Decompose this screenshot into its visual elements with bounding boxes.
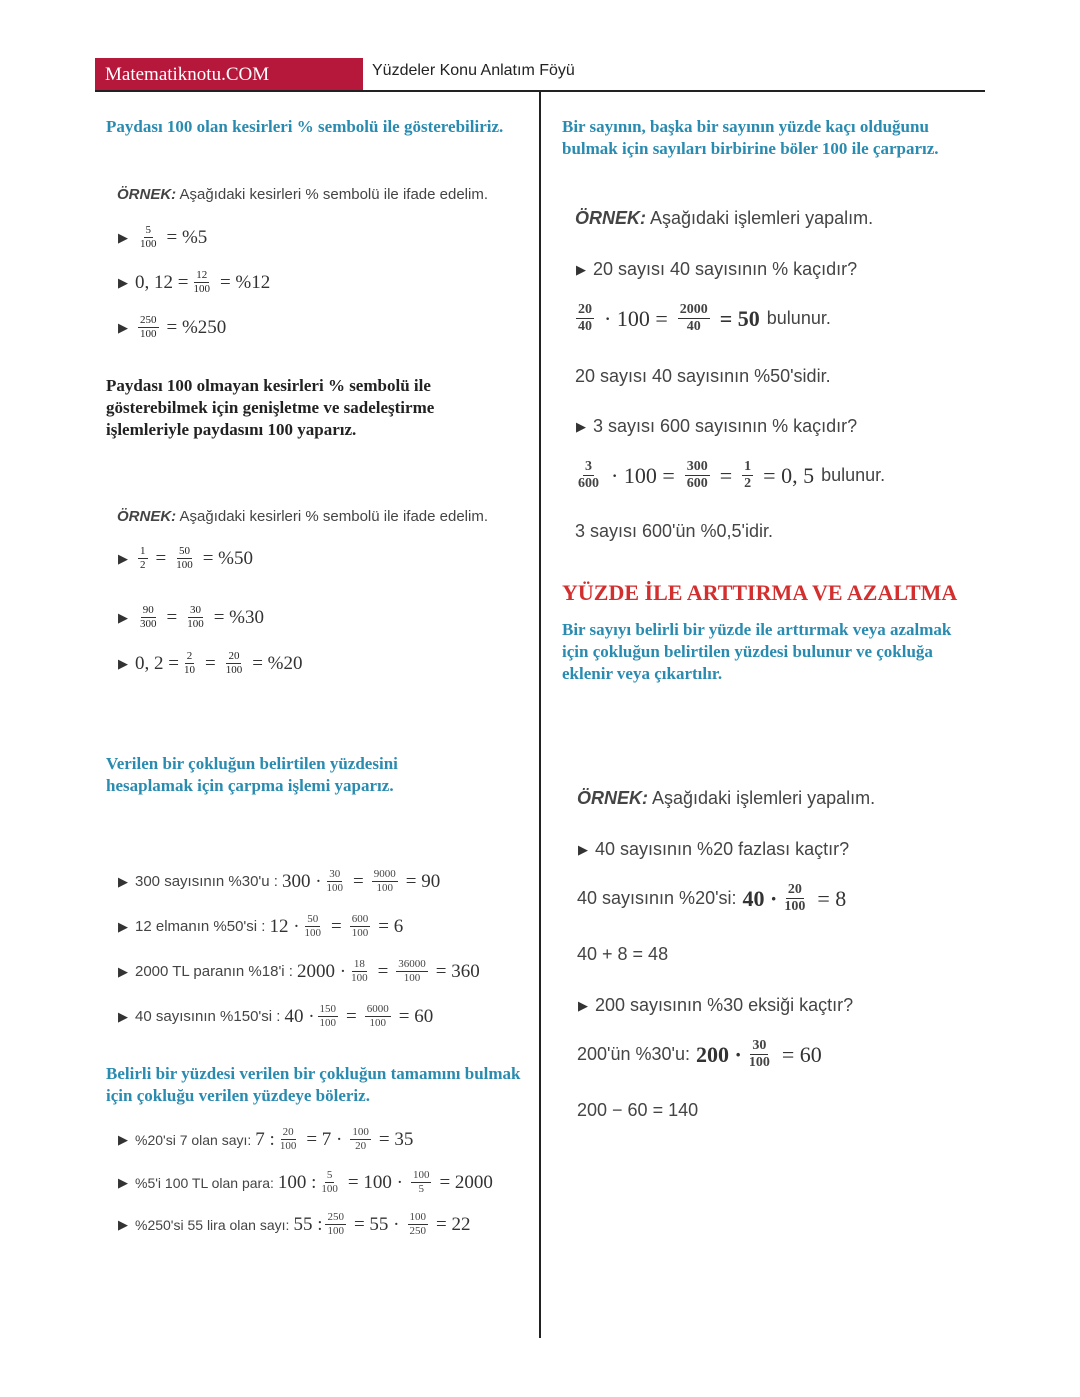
example-intro [575,208,873,229]
question: ▶ 3 sayısı 600 sayısının % kaçıdır? [576,416,858,436]
label: 300 sayısının %30'u : [135,873,278,890]
label: 12 elmanın %50'si : [135,918,266,935]
equals: = [204,652,216,674]
result: = %12 [219,271,271,293]
bullet-icon: ▶ [118,1008,128,1024]
equals: = [353,870,364,892]
ornek-label: ÖRNEK: [117,186,177,203]
question: ▶ 40 sayısının %20 fazlası kaçtır? [578,839,850,859]
expression: 0, 2 = [135,652,179,674]
result: = %250 [166,316,227,338]
example-line [118,605,269,630]
bullet-icon: ▶ [118,1216,128,1232]
example-line [118,651,307,676]
heading-percent-ratio: Bir sayının, başka bir sayının yüzde kaçı olduğunu bulmak için sayıları birbirine böler 100 ile çarparız. [562,117,939,158]
result: = 360 [435,960,480,982]
bullet-icon: ▶ [118,1174,128,1190]
fraction: $\frac{30}{100}$ [326,868,344,894]
example-line [118,959,485,984]
expression: = 100 · [347,1171,403,1193]
result: = 60 [398,1005,434,1027]
expression: · 100 = [611,462,675,488]
ornek-label: ÖRNEK: [117,508,177,525]
bullet-icon: ▶ [578,997,588,1013]
result: = %50 [202,547,254,569]
result: = %20 [252,652,303,674]
fraction: $\frac{100}{5}$ [412,1169,430,1195]
example-intro [117,186,488,203]
result: = 90 [405,870,441,892]
calculation-line [576,460,885,491]
fraction: $\frac{18}{100}$ [351,958,368,984]
tail-text: bulunur. [766,308,831,328]
bullet-icon: ▶ [118,550,128,566]
fraction: $\frac{3}{600}$ [578,459,599,491]
sum-text: 40 + 8 = 48 [577,944,669,964]
ornek-text: Aşağıdaki işlemleri yapalım. [652,788,876,808]
expression: 2000 · [296,960,347,982]
example-line [118,315,231,340]
label: 2000 TL paranın %18'i : [135,963,293,980]
bullet-icon: ▶ [118,229,128,245]
label: 40 sayısının %20'si: [577,888,737,908]
fraction: $\frac{36000}{100}$ [398,958,426,984]
ornek-text: Aşağıdaki kesirleri % sembolü ile ifade edelim. [179,508,488,525]
ornek-text: Aşağıdaki kesirleri % sembolü ile ifade edelim. [179,186,488,203]
fraction: $\frac{1}{2}$ [744,459,752,491]
expression: · 100 = [604,305,668,331]
expression: 0, 12 = [135,271,189,293]
example-line [118,270,275,295]
example-line [118,546,258,571]
answer-text: 20 sayısı 40 sayısının %50'sidir. [575,366,831,386]
example-line [118,225,212,250]
fraction: $\frac{20}{100}$ [784,882,806,914]
fraction: $\frac{1}{2}$ [140,545,146,571]
bullet-icon: ▶ [118,918,128,934]
brand-label: Matematiknotu.COM [95,58,363,91]
ornek-label: ÖRNEK: [577,788,648,808]
expression: 12 · [269,915,300,937]
bullet-icon: ▶ [118,873,128,889]
fraction: $\frac{600}{100}$ [351,913,369,939]
result: = %5 [166,226,208,248]
example-line [118,869,445,894]
bullet-icon: ▶ [118,655,128,671]
fraction: $\frac{30}{100}$ [187,604,204,630]
result: = 8 [817,885,847,911]
equals: = [346,1005,357,1027]
column-divider [539,92,541,1338]
equals: = [719,462,733,488]
ornek-text: Aşağıdaki işlemleri yapalım. [650,208,874,228]
fraction: $\frac{2}{10}$ [183,650,195,676]
result: = %30 [213,606,265,628]
expression: 40 · [284,1005,315,1027]
bullet-icon: ▶ [118,274,128,290]
heading-percent-symbol: Paydası 100 olan kesirleri % sembolü ile gösterebiliriz. [106,117,504,136]
fraction: $\frac{20}{100}$ [279,1126,297,1152]
calculation-line [577,1039,827,1070]
expression: 300 · [281,870,322,892]
bullet-icon: ▶ [576,261,586,277]
fraction: $\frac{20}{100}$ [225,650,243,676]
equals: = [377,960,389,982]
fraction: $\frac{5}{100}$ [321,1169,338,1195]
equals: = [166,606,178,628]
fraction: $\frac{150}{100}$ [319,1003,337,1029]
example-line [118,1212,475,1237]
fraction: $\frac{30}{100}$ [748,1038,770,1070]
fraction: $\frac{250}{100}$ [327,1211,344,1237]
bullet-icon: ▶ [118,963,128,979]
fraction: $\frac{100}{20}$ [352,1126,369,1152]
heading-increase-decrease: Bir sayıyı belirli bir yüzde ile arttırmak veya azalmak için çokluğun belirtilen yüzdesi bulunur ve çokluğa eklenir veya çıkartılır. [562,620,952,683]
example-line [118,1170,498,1195]
fraction: $\frac{300}{600}$ [686,459,708,491]
calculation-line [576,303,831,334]
question: ▶ 20 sayısı 40 sayısının % kaçıdır? [576,259,858,279]
expression: 55 : [293,1213,323,1235]
fraction: $\frac{5}{100}$ [140,224,157,250]
expression: 7 : [255,1128,275,1150]
bullet-icon: ▶ [576,418,586,434]
expression: 100 : [277,1171,317,1193]
example-intro [117,508,488,525]
fraction: $\frac{12}{100}$ [193,269,210,295]
fraction: $\frac{2000}{40}$ [679,302,708,334]
section-title: YÜZDE İLE ARTTIRMA VE AZALTMA [562,580,958,605]
result: = 35 [378,1128,414,1150]
fraction: $\frac{50}{100}$ [304,913,322,939]
example-line [118,1127,418,1152]
fraction: $\frac{50}{100}$ [176,545,193,571]
result: = 0, 5 [763,462,815,488]
bullet-icon: ▶ [118,319,128,335]
bullet-icon: ▶ [118,1131,128,1147]
result: = 2000 [439,1171,493,1193]
difference-text: 200 − 60 = 140 [577,1100,699,1120]
label: %250'si 55 lira olan sayı: [135,1216,290,1233]
fraction: $\frac{9000}{100}$ [373,868,396,894]
result: = 22 [436,1213,471,1235]
question: ▶ 200 sayısının %30 eksiği kaçtır? [578,995,854,1015]
fraction: $\frac{250}{100}$ [140,314,157,340]
example-intro [577,788,875,809]
expression: 200 · [695,1041,742,1067]
heading-percent-of-amount: Verilen bir çokluğun belirtilen yüzdesini hesaplamak için çarpma işlemi yaparız. [106,754,398,795]
label: 200'ün %30'u: [577,1044,690,1064]
expression: = 7 · [306,1128,343,1150]
result: = 6 [378,915,404,937]
ornek-label: ÖRNEK: [575,208,646,228]
expression: 40 · [742,885,778,911]
document-title: Yüzdeler Konu Anlatım Föyü [372,62,575,79]
tail-text: bulunur. [821,465,886,485]
fraction: $\frac{90}{300}$ [140,604,157,630]
answer-text: 3 sayısı 600'ün %0,5'idir. [575,521,773,541]
heading-expand-simplify: Paydası 100 olmayan kesirleri % sembolü ile gösterebilmek için genişletme ve sadeleştirme işlemleriyle paydasını 100 yaparız. [106,376,435,439]
example-line [118,1004,438,1029]
equals: = [331,915,342,937]
fraction: $\frac{100}{250}$ [409,1211,427,1237]
label: %5'i 100 TL olan para: [135,1174,274,1191]
result: = 50 [719,305,760,331]
fraction: $\frac{20}{40}$ [578,302,592,334]
calculation-line [577,883,851,914]
label: 40 sayısının %150'si : [135,1008,281,1025]
label: %20'si 7 olan sayı: [135,1131,252,1148]
result: = 60 [781,1041,822,1067]
expression: = 55 · [353,1213,400,1235]
bullet-icon: ▶ [578,841,588,857]
example-line [118,914,408,939]
fraction: $\frac{6000}{100}$ [366,1003,389,1029]
bullet-icon: ▶ [118,609,128,625]
heading-find-whole: Belirli bir yüzdesi verilen bir çokluğun tamamını bulmak için çokluğu verilen yüzdeye böleriz. [106,1064,521,1105]
equals: = [155,547,167,569]
